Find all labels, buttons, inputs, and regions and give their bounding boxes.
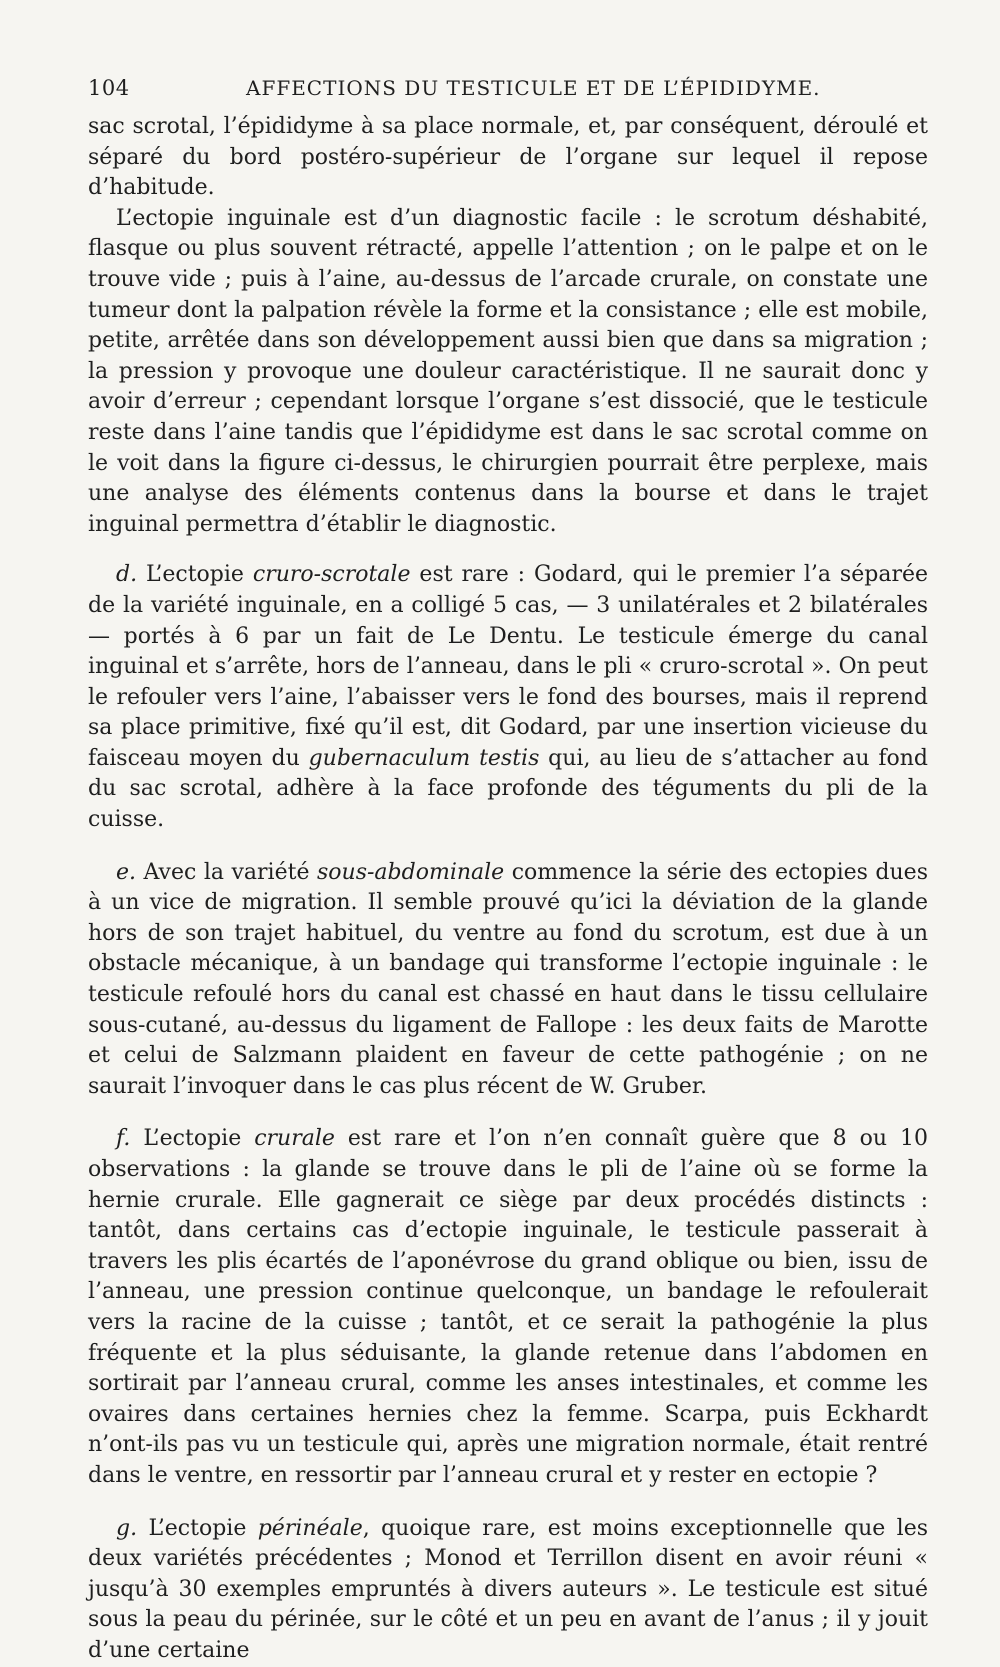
section-f [88, 1124, 928, 1491]
paragraph-continuation: sac scrotal, l’épididyme à sa place normale, et, par conséquent, déroulé et séparé du bord postéro-supérieur de l’organe sur lequel il repose d’habitude. [88, 114, 928, 201]
page-number: 104 [88, 76, 130, 100]
section-text: est rare et l’on n’en connaît guère que 8 ou 10 observations : la glande se trouve dans le pli de l’aine où se forme la hernie crurale. Elle gagnerait ce siège par deux procédés distincts : tantôt, dans certains cas d’ectopie inguinale, le testicule passerait à travers les plis écartés de l’aponévrose du grand oblique ou bien, issu de l’anneau, une pression continue quelconque, un bandage le refoulerait vers la racine de la cuisse ; tantôt, et ce serait la pathogénie la plus fréquente et la plus séduisante, la glande retenue dans l’abdomen en sortirait par l’anneau crural, comme les anses intestinales, et comme les ovaires dans certaines hernies chez la femme. Scarpa, puis Eckhardt n’ont-ils pas vu un testicule qui, après une migration normale, était rentré dans le ventre, en ressortir par l’anneau crural et y rester en ectopie ? [88, 1126, 929, 1488]
section-letter: e. [116, 859, 137, 885]
section-e [88, 858, 928, 1103]
section-term: sous-abdominale [317, 859, 505, 885]
section-lead: Avec la variété [136, 859, 317, 885]
section-lead: L’ectopie [137, 562, 253, 588]
section-letter: f. [116, 1126, 131, 1152]
section-text: est rare : Godard, qui le premier l’a séparée de la variété inguinale, en a colligé 5 cas, — 3 unilatérales et 2 bilatérales — portés à 6 par un fait de Le Dentu. Le testicule émerge du canal inguinal et s’arrête, hors de l’anneau, dans le pli « cruro-scrotal ». On peut le refouler vers l’aine, l’abaisser vers le fond des bourses, mais il reprend sa place primitive, fixé qu’il est, dit Godard, par une insertion vicieuse du faisceau moyen du [88, 562, 929, 771]
section-text: , quoique rare, est moins exceptionnelle que les deux variétés précédentes ; Monod et Terrillon disent en avoir réuni « jusqu’à 30 exemples empruntés à divers auteurs ». Le testicule est situé sous la peau du périnée, sur le côté et un peu en avant de l’anus ; il y jouit d’une certaine [88, 1515, 928, 1663]
section-term: crurale [254, 1126, 335, 1152]
section-text: commence la série des ectopies dues à un vice de migration. Il semble prouvé qu’ici la déviation de la glande hors de son trajet habituel, du ventre au fond du scrotum, est due à un obstacle mécanique, à un bandage qui transforme l’ectopie inguinale : le testicule refoulé hors du canal est chassé en haut dans le tissu cellulaire sous-cutané, au-dessus du ligament de Fallope : les deux faits de Marotte et celui de Salzmann plaident en faveur de cette pathogénie ; on ne saurait l’invoquer dans le cas plus récent de W. Gruber. [88, 859, 928, 1099]
section-letter: g. [116, 1515, 138, 1541]
body-text [88, 112, 928, 1667]
section-lead: L’ectopie [130, 1126, 255, 1152]
section-term: périnéale [257, 1515, 363, 1541]
section-term: cruro-scrotale [252, 562, 411, 588]
section-text-end: qui, au lieu de s’attacher au fond du sac scrotal, adhère à la face profonde des téguments du pli de la cuisse. [88, 745, 928, 833]
section-term-secondary: gubernaculum testis [308, 745, 540, 771]
running-head [88, 76, 928, 100]
paragraph-diagnosis: L’ectopie inguinale est d’un diagnostic facile : le scrotum déshabité, flasque ou plus souvent rétracté, appelle l’attention ; on le palpe et on le trouve vide ; puis à l’aine, au-dessus de l’arcade crurale, on constate une tumeur dont la palpation révèle la forme et la consistance ; elle est mobile, petite, arrêtée dans son développement aussi bien que dans sa migration ; la pression y provoque une douleur caractéristique. Il ne saurait donc y avoir d’erreur ; cependant lorsque l’organe s’est dissocié, que le testicule reste dans l’aine tandis que l’épididyme est dans le sac scrotal comme on le voit dans la figure ci-dessus, le chirurgien pourrait être perplexe, mais une analyse des éléments contenus dans la bourse et dans le trajet inguinal permettra d’établir le diagnostic. [88, 205, 928, 537]
section-d [88, 560, 928, 835]
section-g [88, 1514, 928, 1667]
section-lead: L’ectopie [137, 1515, 258, 1541]
section-letter: d. [116, 562, 138, 588]
running-title: AFFECTIONS DU TESTICULE ET DE L’ÉPIDIDYME. [246, 76, 821, 100]
